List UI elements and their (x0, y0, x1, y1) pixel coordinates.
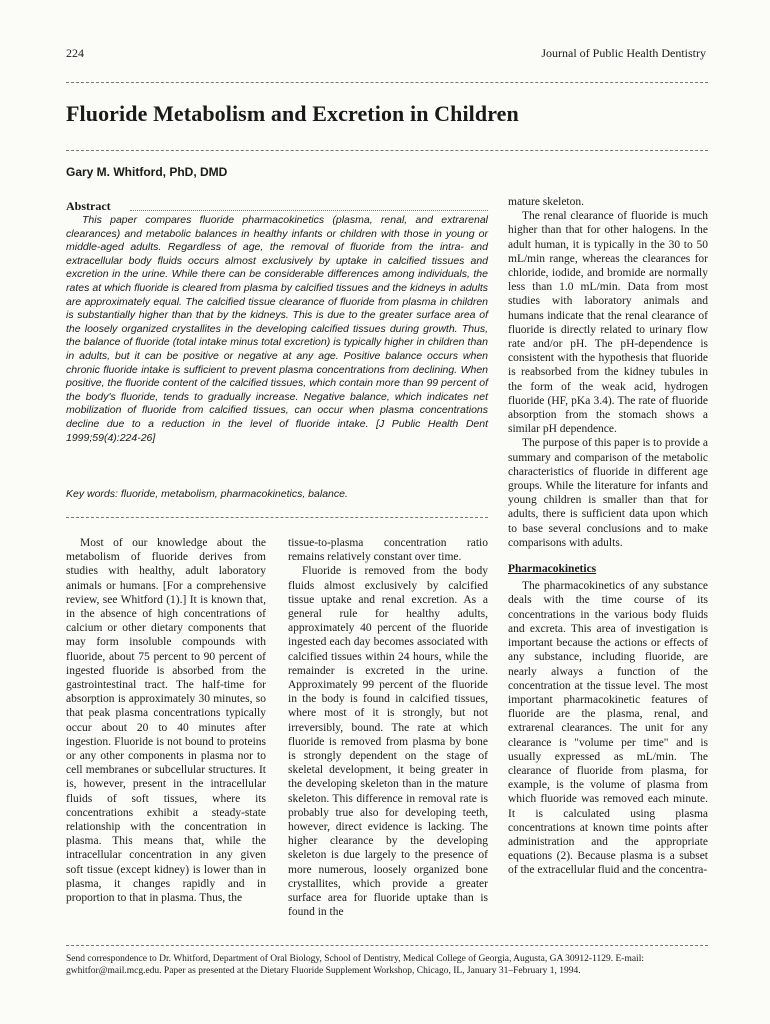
section-heading: Pharmacokinetics (508, 563, 597, 576)
body-column-1 (66, 536, 266, 905)
correspondence-footnote: Send correspondence to Dr. Whitford, Department of Oral Biology, School of Dentistry, Medical College of Georgia, Augusta, GA 30912-1129. E-mail: gwhitfor@mail.mcg.edu. Paper as presented at the Dietary Fluoride Supplement Workshop, Chicago, IL, January 31–February 1, 1994. (66, 954, 644, 976)
header-rule (66, 82, 708, 83)
abstract-text: This paper compares fluoride pharmacokinetics (plasma, renal, and extrarenal clearances) and metabolic balances in healthy infants or children with those in young or middle-aged adults. Regardless of age, the removal of fluoride from the intra- and extracellular body fluids occurs almost exclusively by uptake in calcified tissues and excretion in the urine. While there can be considerable differences among individuals, the rates at which fluoride is cleared from plasma by calcified tissues and the kidneys in adults are approximately equal. The calcified tissue clearance of fluoride from plasma in children is substantially higher than that by the kidneys. This is due to the greater surface area of the loosely organized crystallites in the developing calcified tissues during growth. Thus, the balance of fluoride (total intake minus total excretion) is typically higher in children than in adults, but it can be positive or negative at any age. Positive balance occurs when chronic fluoride intake is sufficient to prevent plasma concentrations from declining. When positive, the fluoride content of the calcified tissues, which contain more than 99 percent of the body's fluoride, tends to gradually increase. Negative balance, which indicates net mobilization of fluoride from calcified tissues, can occur when plasma concentrations decline due to a reduction in the level of fluoride intake. [J Public Health Dent 1999;59(4):224-26] (66, 214, 488, 444)
paragraph: mature skeleton. (508, 196, 585, 208)
title-rule (66, 150, 708, 151)
paragraph: The pharmacokinetics of any substance deals with the time course of its concentrations in the various body fluids and excreta. This area of investigation is important because the actions or effects of any substance, including fluoride, are nearly always a function of the concentration at the tissue level. The most important pharmacokinetic features of fluoride are the plasma, renal, and extrarenal clearances. The unit for any clearance is "volume per time" and is usually expressed as mL/min. The clearance of fluoride from plasma, for example, is the volume of plasma from which fluoride was removed each minute. It is calculated using plasma concentrations at known time points after administration and the appropriate equations (2). Because plasma is a subset of the extracellular fluid and the concentra- (508, 580, 708, 877)
paragraph: The renal clearance of fluoride is much higher than that for other halogens. In the adult human, it is typically in the 30 to 50 mL/min range, whereas the clearances for chloride, iodide, and bromide are normally less than 1.0 mL/min. Data from most studies with laboratory animals and humans indicate that the renal clearance of fluoride is directly related to urinary flow rate and/or pH. The pH-dependence is consistent with the hypothesis that fluoride is reabsorbed from the kidney tubules in the form of the weak acid, hydrogen fluoride (HF, pKa 3.4). The rate of fluoride absorption from the stomach shows a similar pH dependence. (508, 210, 708, 436)
page-number: 224 (66, 46, 84, 60)
abstract-bottom-rule (66, 517, 488, 518)
paragraph: Fluoride is removed from the body fluids almost exclusively by calcified tissue uptake and renal excretion. As a general rule for healthy adults, approximately 40 percent of the fluoride ingested each day becomes associated with calcified tissues within 24 hours, while the remainder is excreted in the urine. Approximately 99 percent of the fluoride in the body is found in calcified tissues, where most of it is strongly, but not irreversibly, bound. The rate at which fluoride is removed from plasma by bone is strongly dependent on the stage of skeletal development, it being greater in the developing skeleton than in the mature skeleton. This difference in removal rate is probably true also for developing teeth, however, direct evidence is lacking. The higher clearance by the developing skeleton is due largely to the presence of more numerous, loosely organized bone crystallites, which provide a greater surface area for fluoride uptake than is found in the (288, 565, 488, 919)
author-line: Gary M. Whitford, PhD, DMD (66, 165, 228, 179)
body-column-3 (508, 195, 708, 878)
abstract-rule (130, 210, 488, 211)
footnote-rule (66, 945, 708, 946)
body-column-2 (288, 536, 488, 919)
article-title: Fluoride Metabolism and Excretion in Children (66, 101, 519, 126)
journal-name: Journal of Public Health Dentistry (541, 46, 706, 60)
paragraph: tissue-to-plasma concentration ratio remains relatively constant over time. (288, 537, 488, 564)
paragraph: Most of our knowledge about the metabolism of fluoride derives from studies with healthy, adult laboratory animals or humans. [For a comprehensive review, see Whitford (1).] It is known that, in the absence of high concentrations of calcium or other dietary components that may form insoluble compounds with fluoride, about 75 percent to 90 percent of ingested fluoride is absorbed from the gastrointestinal tract. The half-time for absorption is approximately 30 minutes, so that peak plasma concentrations typically occur about 20 to 40 minutes after ingestion. Fluoride is not bound to proteins or any other components in plasma nor to cell membranes or subcellular structures. It is, however, present in the intracellular fluids of soft tissues, where its concentrations exhibit a steady-state relationship with the concentration in plasma. This means that, while the intracellular concentration in any given soft tissue (except kidney) is lower than in plasma, it changes rapidly and in proportion to that in plasma. Thus, the (66, 537, 266, 905)
abstract-heading: Abstract (66, 199, 111, 213)
paragraph: The purpose of this paper is to provide a summary and comparison of the metabolic characteristics of fluoride in different age groups. While the literature for infants and young children is smaller than that for adults, there is sufficient data upon which to base several conclusions and to make comparisons with adults. (508, 437, 708, 549)
keywords: Key words: fluoride, metabolism, pharmacokinetics, balance. (66, 488, 348, 500)
